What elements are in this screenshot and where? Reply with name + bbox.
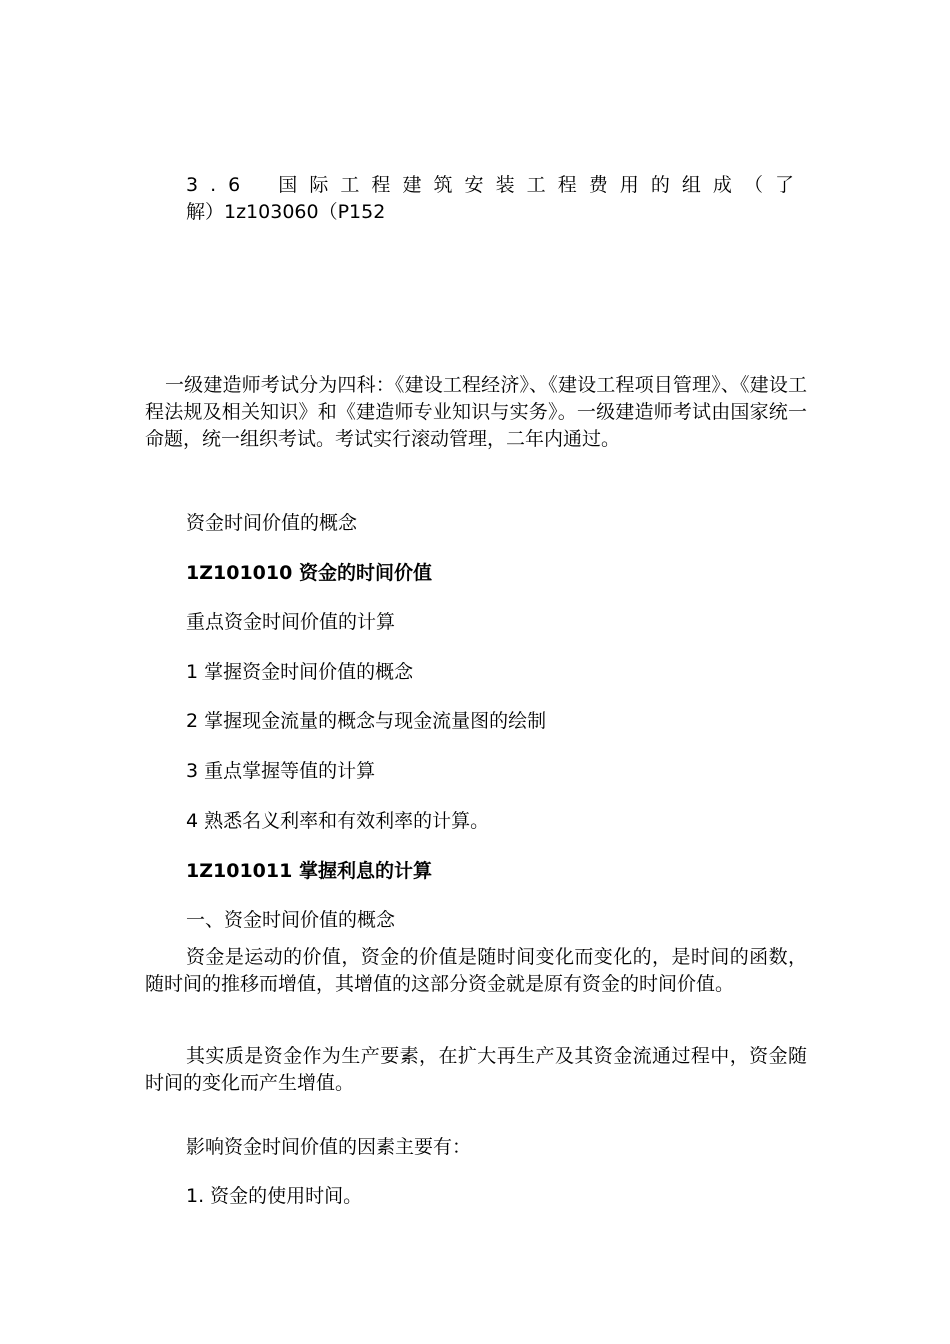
list-item-number: 1 <box>186 661 199 683</box>
list-item-number: 3 <box>186 760 199 782</box>
factors-intro <box>145 1134 807 1161</box>
list-item <box>145 1183 807 1210</box>
body-paragraph-1: 资金是运动的价值，资金的价值是随时间变化而变化的，是时间的函数，随时间的推移而增值，其增值的这部分资金就是原有资金的时间价值。 <box>145 946 807 995</box>
list-item-text: 掌握现金流量的概念与现金流量图的绘制 <box>198 710 547 732</box>
section-heading-2 <box>145 858 807 885</box>
key-point <box>145 609 807 636</box>
factors-intro-text: 影响资金时间价值的因素主要有： <box>186 1136 472 1158</box>
list-item-text: 掌握资金时间价值的概念 <box>198 661 414 683</box>
list-item-text: 重点掌握等值的计算 <box>198 760 376 782</box>
list-item-number: 2 <box>186 710 199 732</box>
list-item-text: 资金的使用时间。 <box>204 1185 363 1207</box>
heading-line-2: 解）1z103060（P152 <box>186 201 386 223</box>
body-paragraph-2: 其实质是资金作为生产要素，在扩大再生产及其资金流通过程中，资金随时间的变化而产生增值。 <box>145 1045 807 1094</box>
concept-title <box>145 510 807 537</box>
subheading <box>145 907 807 934</box>
subheading-text: 一、资金时间价值的概念 <box>186 909 396 931</box>
section-2-title: 掌握利息的计算 <box>292 860 432 882</box>
section-1-title: 资金的时间价值 <box>292 562 432 584</box>
list-item-text: 熟悉名义利率和有效利率的计算。 <box>198 810 490 832</box>
key-point-text: 重点资金时间价值的计算 <box>186 611 396 633</box>
section-2-code: 1Z101011 <box>186 860 293 882</box>
section-1-code: 1Z101010 <box>186 562 293 584</box>
list-item <box>145 808 807 835</box>
concept-title-text: 资金时间价值的概念 <box>186 512 358 534</box>
list-item-number: 4 <box>186 810 199 832</box>
list-item <box>145 708 807 735</box>
section-heading-1 <box>145 560 807 587</box>
intro-paragraph: 一级建造师考试分为四科：《建设工程经济》、《建设工程项目管理》、《建设工程法规及相关知识》和《建造师专业知识与实务》。一级建造师考试由国家统一命题，统一组织考试。考试实行滚动管理，二年内通过。 <box>145 374 807 450</box>
list-item <box>145 659 807 686</box>
list-item-number: 1. <box>186 1185 205 1207</box>
document-heading <box>186 172 806 226</box>
list-item <box>145 758 807 785</box>
heading-line-1: 3.6 国际工程建筑安装工程费用的组成（了 <box>186 174 806 196</box>
